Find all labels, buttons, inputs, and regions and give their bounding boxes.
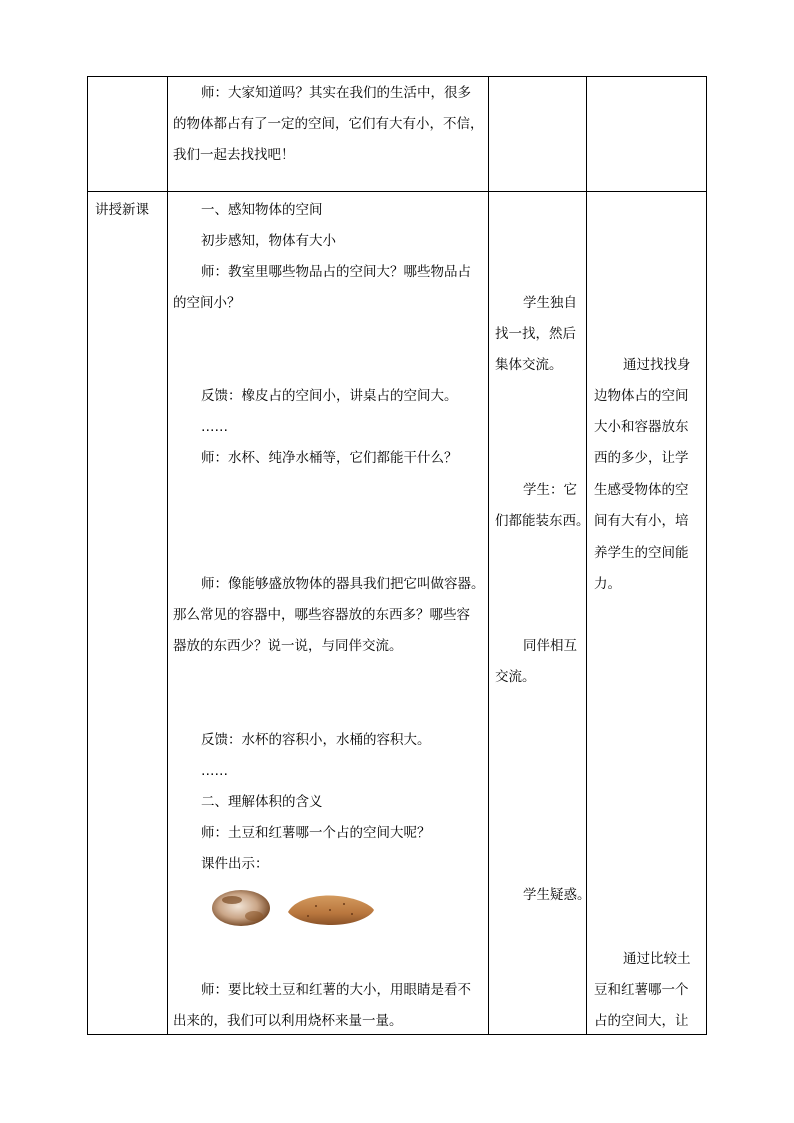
question-1-line-1: 师：教室里哪些物品占的空间大？哪些物品占 bbox=[201, 264, 471, 280]
intent-2-line-3: 占的空间大，让 bbox=[594, 1013, 689, 1029]
question-3-line-2: 那么常见的容器中，哪些容器放的东西多？哪些容 bbox=[173, 607, 470, 623]
student-activity-4: 学生疑惑。 bbox=[523, 887, 591, 903]
section-heading-2: 二、理解体积的含义 bbox=[201, 794, 323, 810]
intent-1-line-4: 西的多少，让学 bbox=[594, 450, 689, 466]
potato-image bbox=[208, 886, 272, 930]
intent-1-line-5: 生感受物体的空 bbox=[594, 482, 689, 498]
question-5-line-2: 出来的，我们可以利用烧杯来量一量。 bbox=[173, 1013, 403, 1029]
table-border-left bbox=[87, 76, 88, 1035]
ellipsis-1: …… bbox=[201, 419, 228, 435]
intent-1-line-3: 大小和容器放东 bbox=[594, 419, 689, 435]
question-5-line-1: 师：要比较土豆和红薯的大小，用眼睛是看不 bbox=[201, 982, 471, 998]
intent-2-line-1: 通过比较土 bbox=[623, 951, 691, 967]
intent-1-line-8: 力。 bbox=[594, 576, 621, 592]
courseware-label: 课件出示： bbox=[201, 856, 269, 872]
section-heading-1: 一、感知物体的空间 bbox=[201, 202, 323, 218]
row1-line-1: 师：大家知道吗？其实在我们的生活中，很多 bbox=[201, 85, 471, 101]
question-3-line-3: 器放的东西少？说一说，与同伴交流。 bbox=[173, 638, 403, 654]
question-4: 师：土豆和红薯哪一个占的空间大呢？ bbox=[201, 825, 431, 841]
student-activity-3-line-1: 同伴相互 bbox=[523, 638, 577, 654]
column-divider-2 bbox=[488, 76, 489, 1035]
column-divider-1 bbox=[167, 76, 168, 1035]
question-3-line-1: 师：像能够盛放物体的器具我们把它叫做容器。 bbox=[201, 576, 485, 592]
intent-1-line-7: 养学生的空间能 bbox=[594, 545, 689, 561]
feedback-2: 反馈：水杯的容积小，水桶的容积大。 bbox=[201, 732, 431, 748]
question-2: 师：水杯、纯净水桶等，它们都能干什么？ bbox=[201, 450, 458, 466]
table-border-top bbox=[87, 76, 707, 77]
feedback-1: 反馈：橡皮占的空间小，讲桌占的空间大。 bbox=[201, 388, 458, 404]
student-activity-3-line-2: 交流。 bbox=[495, 669, 536, 685]
question-1-line-2: 的空间小？ bbox=[173, 295, 241, 311]
intent-1-line-1: 通过找找身 bbox=[623, 357, 691, 373]
row1-line-3: 我们一起去找找吧！ bbox=[173, 147, 295, 163]
student-activity-2-line-2: 们都能装东西。 bbox=[495, 513, 590, 529]
stage-label: 讲授新课 bbox=[95, 202, 149, 218]
sweet-potato-image bbox=[286, 892, 376, 928]
intent-1-line-2: 边物体占的空间 bbox=[594, 388, 689, 404]
student-activity-1-line-1: 学生独自 bbox=[523, 295, 577, 311]
intent-1-line-6: 间有大有小，培 bbox=[594, 513, 689, 529]
ellipsis-2: …… bbox=[201, 763, 228, 779]
student-activity-1-line-3: 集体交流。 bbox=[495, 357, 563, 373]
subheading-1: 初步感知，物体有大小 bbox=[201, 233, 336, 249]
row1-line-2: 的物体都占有了一定的空间，它们有大有小，不信， bbox=[173, 116, 484, 132]
row-divider bbox=[87, 191, 707, 192]
table-border-right bbox=[706, 76, 707, 1035]
table-border-bottom bbox=[87, 1034, 707, 1035]
student-activity-2-line-1: 学生：它 bbox=[523, 482, 577, 498]
intent-2-line-2: 豆和红薯哪一个 bbox=[594, 982, 689, 998]
student-activity-1-line-2: 找一找，然后 bbox=[495, 326, 576, 342]
